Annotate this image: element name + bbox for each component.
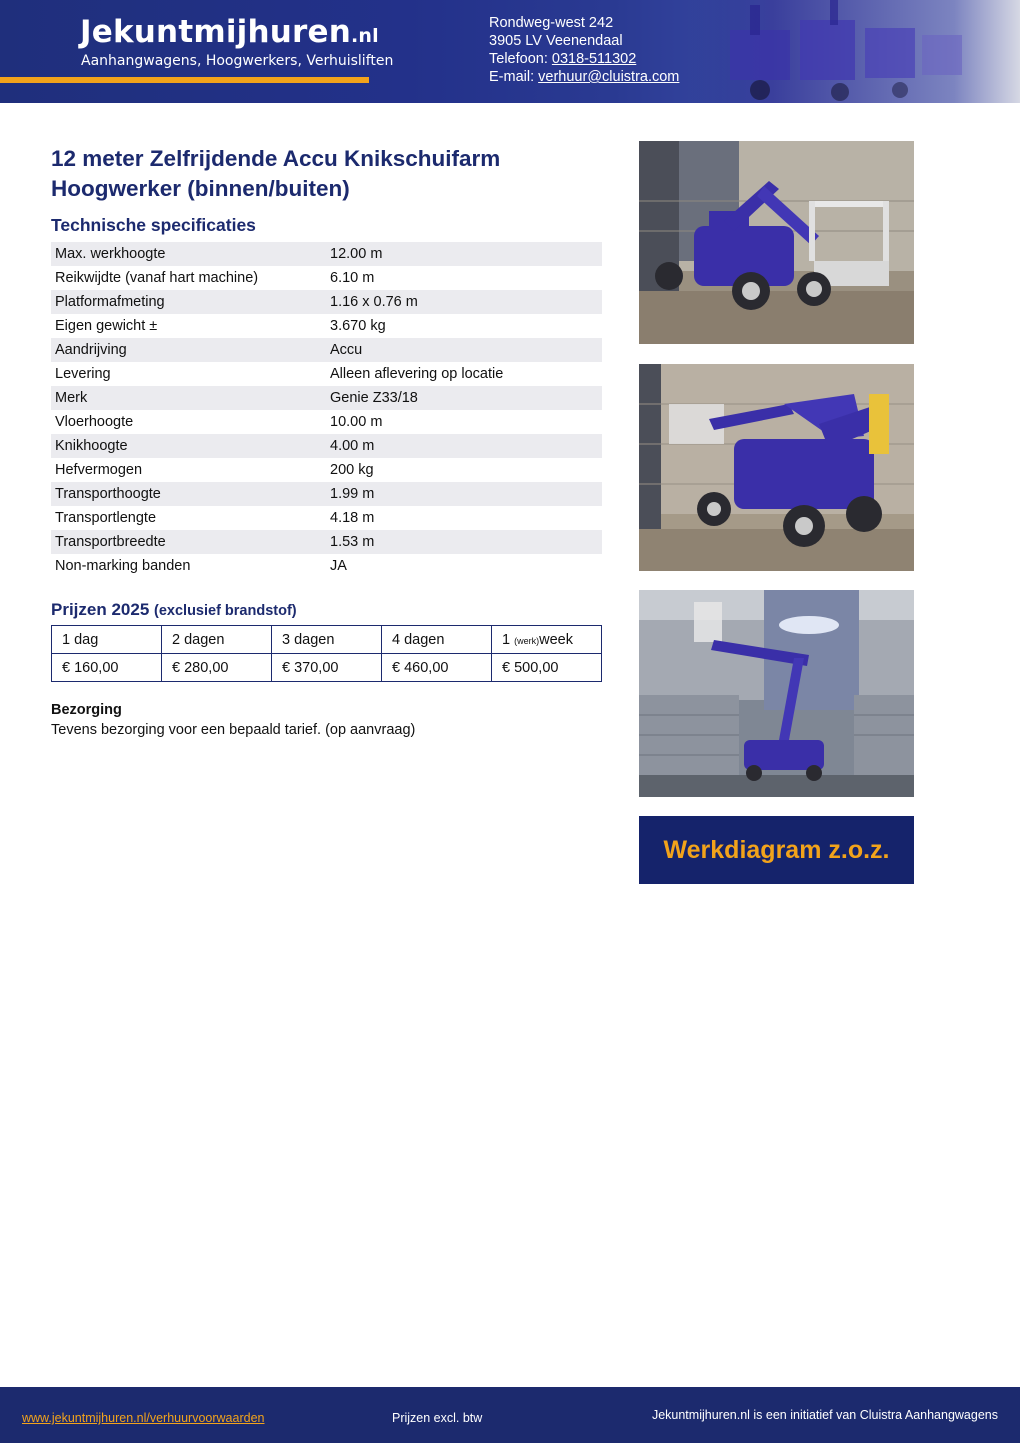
spec-label: Eigen gewicht ± bbox=[55, 318, 158, 334]
work-diagram-label: Werkdiagram z.o.z. bbox=[663, 835, 890, 864]
spec-row bbox=[51, 362, 602, 386]
spec-value: 4.18 m bbox=[330, 510, 375, 526]
brand-tagline: Aanhangwagens, Hoogwerkers, Verhuisliften bbox=[81, 53, 394, 69]
email-line: E-mail: verhuur@cluistra.com bbox=[489, 69, 680, 85]
header-machines-photo bbox=[690, 0, 1020, 103]
spec-label: Levering bbox=[55, 366, 111, 382]
spec-value: Genie Z33/18 bbox=[326, 386, 602, 410]
spec-value: 4.00 m bbox=[326, 434, 602, 458]
period-cell: 1 dag bbox=[52, 626, 162, 654]
spec-label: Transportbreedte bbox=[51, 530, 326, 554]
spec-label: Aandrijving bbox=[51, 338, 326, 362]
spec-value: Accu bbox=[326, 338, 602, 362]
prices-amount-row bbox=[52, 654, 602, 682]
spec-value: 1.99 m bbox=[326, 482, 602, 506]
prices-table bbox=[51, 625, 602, 682]
prices-period-row bbox=[52, 626, 602, 654]
period-cell-week: 1 (werk)week bbox=[492, 626, 602, 654]
period-cell: 3 dagen bbox=[272, 626, 382, 654]
prices-heading-note: (exclusief brandstof) bbox=[154, 603, 297, 619]
footer-price-note: Prijzen excl. btw bbox=[392, 1411, 483, 1425]
spec-label: Hefvermogen bbox=[55, 462, 143, 478]
spec-value: JA bbox=[330, 558, 347, 574]
amount-cell: € 370,00 bbox=[272, 654, 382, 682]
spec-row bbox=[51, 314, 602, 338]
amount-cell: € 160,00 bbox=[52, 654, 162, 682]
spec-label: Knikhoogte bbox=[51, 434, 326, 458]
period-cell: 2 dagen bbox=[162, 626, 272, 654]
brand-accent-bar bbox=[0, 77, 369, 83]
machine-photo-2 bbox=[639, 364, 914, 571]
spec-label: Vloerhoogte bbox=[55, 414, 134, 430]
specs-table bbox=[51, 242, 602, 578]
spec-row bbox=[51, 242, 602, 266]
page-title: 12 meter Zelfrijdende Accu Knikschuifarm Hoogwerker (binnen/buiten) bbox=[51, 146, 501, 201]
spec-value: 10.00 m bbox=[330, 414, 383, 430]
spec-row bbox=[51, 290, 602, 314]
spec-row bbox=[51, 554, 602, 578]
contact-block bbox=[489, 14, 679, 86]
spec-value: 3.670 kg bbox=[330, 318, 386, 334]
work-diagram-button[interactable] bbox=[639, 816, 914, 884]
spec-row bbox=[51, 386, 602, 410]
spec-value: 12.00 m bbox=[326, 242, 602, 266]
prices-heading: Prijzen 2025 (exclusief brandstof) bbox=[51, 600, 297, 619]
spec-row bbox=[51, 482, 602, 506]
spec-value: Alleen aflevering op locatie bbox=[330, 366, 504, 382]
spec-row bbox=[51, 434, 602, 458]
spec-label: Platformafmeting bbox=[51, 290, 326, 314]
page-header bbox=[0, 0, 1020, 103]
address-line-1: Rondweg-west 242 bbox=[489, 15, 614, 31]
spec-row bbox=[51, 530, 602, 554]
spec-label: Transporthoogte bbox=[51, 482, 326, 506]
machine-photo-1 bbox=[639, 141, 914, 344]
email-link[interactable]: verhuur@cluistra.com bbox=[538, 69, 680, 85]
specs-heading: Technische specificaties bbox=[51, 215, 256, 235]
spec-row bbox=[51, 338, 602, 362]
amount-cell: € 280,00 bbox=[162, 654, 272, 682]
spec-label: Merk bbox=[51, 386, 326, 410]
address-line-2: 3905 LV Veenendaal bbox=[489, 33, 623, 49]
amount-cell: € 500,00 bbox=[492, 654, 602, 682]
spec-value: 1.53 m bbox=[326, 530, 602, 554]
phone-link[interactable]: 0318-511302 bbox=[551, 51, 637, 67]
brand-logo: Jekuntmijhuren.nl bbox=[80, 14, 379, 50]
spec-label: Max. werkhoogte bbox=[51, 242, 326, 266]
phone-line: Telefoon: 0318-511302 bbox=[489, 51, 637, 67]
spec-value: 200 kg bbox=[330, 462, 374, 478]
delivery-heading: Bezorging bbox=[51, 702, 122, 718]
spec-value: 6.10 m bbox=[330, 270, 375, 286]
amount-cell: € 460,00 bbox=[382, 654, 492, 682]
spec-row bbox=[51, 506, 602, 530]
spec-value: 1.16 x 0.76 m bbox=[326, 290, 602, 314]
spec-label: Transportlengte bbox=[55, 510, 157, 526]
period-cell: 4 dagen bbox=[382, 626, 492, 654]
machine-photo-3 bbox=[639, 590, 914, 797]
spec-row bbox=[51, 458, 602, 482]
delivery-text: Tevens bezorging voor een bepaald tarief. (op aanvraag) bbox=[51, 722, 416, 738]
spec-row bbox=[51, 266, 602, 290]
rental-terms-link[interactable]: www.jekuntmijhuren.nl/verhuurvoorwaarden bbox=[22, 1411, 265, 1425]
spec-label: Non-marking banden bbox=[55, 558, 191, 574]
spec-row bbox=[51, 410, 602, 434]
page-footer bbox=[0, 1387, 1020, 1443]
footer-initiative-note: Jekuntmijhuren.nl is een initiatief van Cluistra Aanhangwagens bbox=[651, 1408, 998, 1422]
spec-label: Reikwijdte (vanaf hart machine) bbox=[55, 270, 259, 286]
